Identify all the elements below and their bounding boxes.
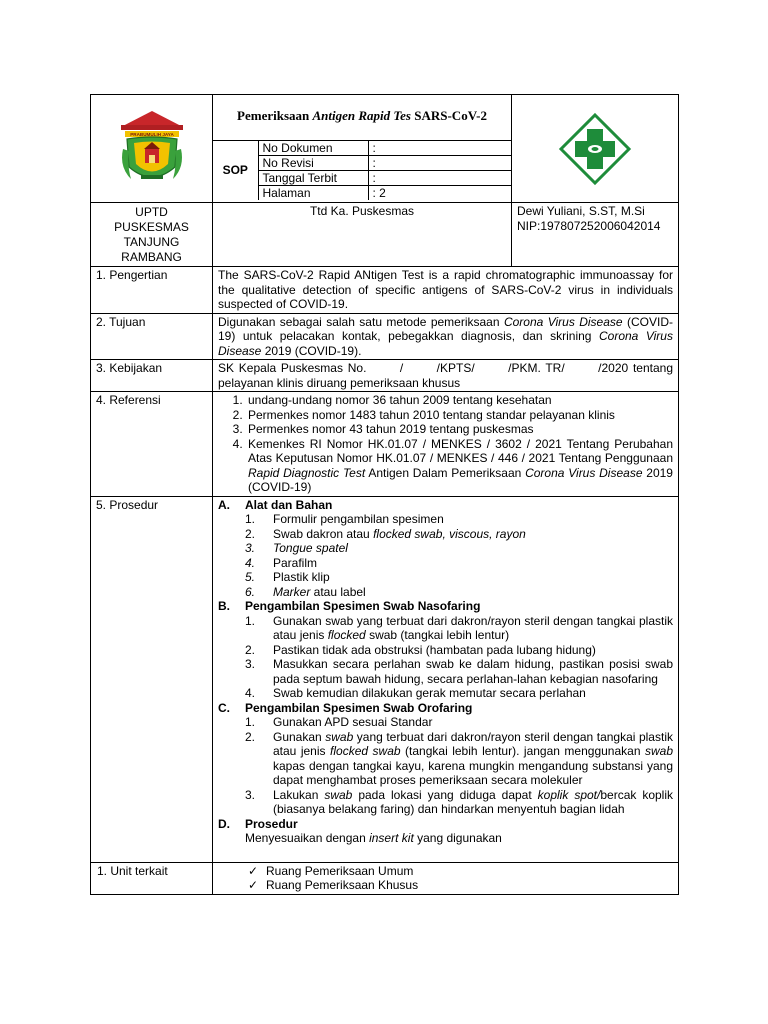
row-label: 1. Pengertian xyxy=(91,267,213,314)
list-item: 1. Gunakan APD sesuai Standar xyxy=(245,715,433,729)
meta-label: No Revisi xyxy=(258,155,368,170)
org-line: PUSKESMAS xyxy=(114,220,189,234)
list-item: 4. Kemenkes RI Nomor HK.01.07 / MENKES / 3602 / 2021 Tentang Perubahan Atas Keputusan Nomor HK.01.07 / MENKES / 446 / 2021 Tentang Penggunaan Rapid Diagnostic Test Antigen Dalam Pemeriksaan Corona Virus Disease 2019 (COVID-19) xyxy=(246,437,673,495)
tujuan-text: Digunakan sebagai salah satu metode pemeriksaan Corona Virus Disease (COVID-19) untuk pelacakan kontak, pebegakkan diagnosis, dan skrining Corona Virus Disease 2019 (COVID-19). xyxy=(213,313,679,360)
list-item: 3. Masukkan secara perlahan swab ke dalam hidung, pastikan posisi swab pada septum bawah hidung, secara perlahan-lahan kebagian nasofaring xyxy=(245,657,673,686)
meta-value: : xyxy=(368,170,511,185)
pengertian-text: The SARS-CoV-2 Rapid ANtigen Test is a rapid chromatographic immunoassay for the qualitative detection of specific antigens of SARS-CoV-2 virus in individuals suspected of COVID-19. xyxy=(213,267,679,314)
sop-label: SOP xyxy=(213,140,258,200)
signer-nip: NIP:197807252006042014 xyxy=(517,218,661,233)
section-title: Alat dan Bahan xyxy=(245,497,333,512)
list-item: 1. Formulir pengambilan spesimen xyxy=(245,512,444,526)
sop-document xyxy=(90,94,678,895)
section-c: C. Pengambilan Spesimen Swab Orofaring 1. Gunakan APD sesuai Standar 2. Gunakan swab yang terbuat dari dakron/rayon steril dengan tangkai plastik atau jenis flocked swab (tangkai lebih lentur). jangan menggunakan swab kapas dengan tangkai kayu, karena mungkin mengandung substansi yang dapat menghambat proses pemeriksaan secara molekuler 3. Lakukan swab pada lokasi yang diduga dapat koplik spot/bercak koplik (biasanya belakang faring) dan hindarkan menyentuh bagian lidah xyxy=(218,700,674,816)
city-emblem-icon xyxy=(117,109,187,189)
meta-value: : xyxy=(368,140,511,155)
list-item: ✓ Ruang Pemeriksaan Umum xyxy=(248,863,414,878)
list-item: 3. Tongue spatel xyxy=(245,541,348,555)
org-name xyxy=(91,203,213,267)
prosedur-content xyxy=(213,496,679,862)
section-title: Pengambilan Spesimen Swab Orofaring xyxy=(245,700,473,715)
row-label: 2. Tujuan xyxy=(91,313,213,360)
svg-text:PRABUMULIH JAYA: PRABUMULIH JAYA xyxy=(129,131,174,137)
document-title xyxy=(213,95,511,136)
list-item: 1. Gunakan swab yang terbuat dari dakron/rayon steril dengan tangkai plastik atau jenis flocked swab (tangkai lebih lentur) xyxy=(245,613,673,642)
list-item: 4. Parafilm xyxy=(245,555,318,570)
section-d-text: Menyesuaikan dengan insert kit yang digunakan xyxy=(245,831,502,845)
puskesmas-logo-icon xyxy=(557,111,633,187)
row-label: 5. Prosedur xyxy=(91,496,213,862)
sign-label: Ttd Ka. Puskesmas xyxy=(213,203,512,267)
sop-table xyxy=(90,94,679,895)
kebijakan-text: SK Kepala Puskesmas No. / /KPTS/ /PKM. TR/ /2020 tentang pelayanan klinis diruang pemeriksaan khusus xyxy=(213,360,679,392)
title-cell xyxy=(213,95,512,203)
right-logo-cell xyxy=(512,95,679,203)
org-line: RAMBANG xyxy=(121,250,182,264)
title-prefix: Pemeriksaan xyxy=(237,108,313,123)
document-meta-table xyxy=(213,140,511,200)
check-icon: ✓ xyxy=(248,863,259,878)
left-logo-cell xyxy=(91,95,213,203)
list-item: 6. Marker atau label xyxy=(245,584,366,599)
list-item: 2. Gunakan swab yang terbuat dari dakron/rayon steril dengan tangkai plastik atau jenis flocked swab (tangkai lebih lentur). jangan menggunakan swab kapas dengan tangkai kayu, karena mungkin mengandung substansi yang dapat menghambat proses pemeriksaan secara molekuler xyxy=(245,729,673,787)
meta-label: Tanggal Terbit xyxy=(258,170,368,185)
section-title: Pengambilan Spesimen Swab Nasofaring xyxy=(245,599,481,613)
section-a: A. Alat dan Bahan 1. Formulir pengambilan spesimen 2. Swab dakron atau flocked swab, viscous, rayon 3. Tongue spatel 4. Parafilm 5. Plastik klip 6. Marker atau label xyxy=(218,498,673,600)
list-item: 2. Swab dakron atau flocked swab, viscous, rayon xyxy=(245,526,526,541)
signer-block xyxy=(512,203,679,267)
row-label: 1. Unit terkait xyxy=(91,862,213,894)
meta-value: : 2 xyxy=(368,185,511,200)
section-d: D. Prosedur Menyesuaikan dengan insert kit yang digunakan xyxy=(218,817,673,846)
section-title: Prosedur xyxy=(245,816,298,831)
list-item: 5. Plastik klip xyxy=(245,570,330,584)
unit-list xyxy=(213,862,679,894)
org-line: UPTD xyxy=(135,205,168,219)
list-item: 2. Permenkes nomor 1483 tahun 2010 tentang standar pelayanan klinis xyxy=(246,408,673,423)
check-icon: ✓ xyxy=(248,878,259,892)
org-line: TANJUNG xyxy=(123,235,180,249)
row-label: 3. Kebijakan xyxy=(91,360,213,392)
row-label: 4. Referensi xyxy=(91,392,213,497)
meta-value: : xyxy=(368,155,511,170)
signer-name: Dewi Yuliani, S.ST, M.Si xyxy=(517,204,645,218)
list-item: 3. Permenkes nomor 43 tahun 2019 tentang puskesmas xyxy=(246,422,673,437)
list-item: 3. Lakukan swab pada lokasi yang diduga dapat koplik spot/bercak koplik (biasanya belakang faring) dan hindarkan menyentuh bagian lidah xyxy=(245,787,674,816)
meta-label: No Dokumen xyxy=(258,140,368,155)
referensi-list xyxy=(213,392,679,497)
list-item: 4. Swab kemudian dilakukan gerak memutar secara perlahan xyxy=(245,686,586,700)
title-suffix: SARS-CoV-2 xyxy=(410,108,487,123)
list-item: 1. undang-undang nomor 36 tahun 2009 tentang kesehatan xyxy=(246,393,673,408)
meta-label: Halaman xyxy=(258,185,368,200)
list-item: ✓ Ruang Pemeriksaan Khusus xyxy=(248,878,419,892)
title-italic: Antigen Rapid Tes xyxy=(312,108,411,123)
list-item: 2. Pastikan tidak ada obstruksi (hambatan pada lubang hidung) xyxy=(245,642,596,657)
section-b: B. Pengambilan Spesimen Swab Nasofaring 1. Gunakan swab yang terbuat dari dakron/rayon steril dengan tangkai plastik atau jenis flocked swab (tangkai lebih lentur) 2. Pastikan tidak ada obstruksi (hambatan pada lubang hidung) 3. Masukkan secara perlahan swab ke dalam hidung, pastikan posisi swab pada septum bawah hidung, secara perlahan-lahan kebagian nasofaring 4. Swab kemudian dilakukan gerak memutar secara perlahan xyxy=(218,599,673,700)
